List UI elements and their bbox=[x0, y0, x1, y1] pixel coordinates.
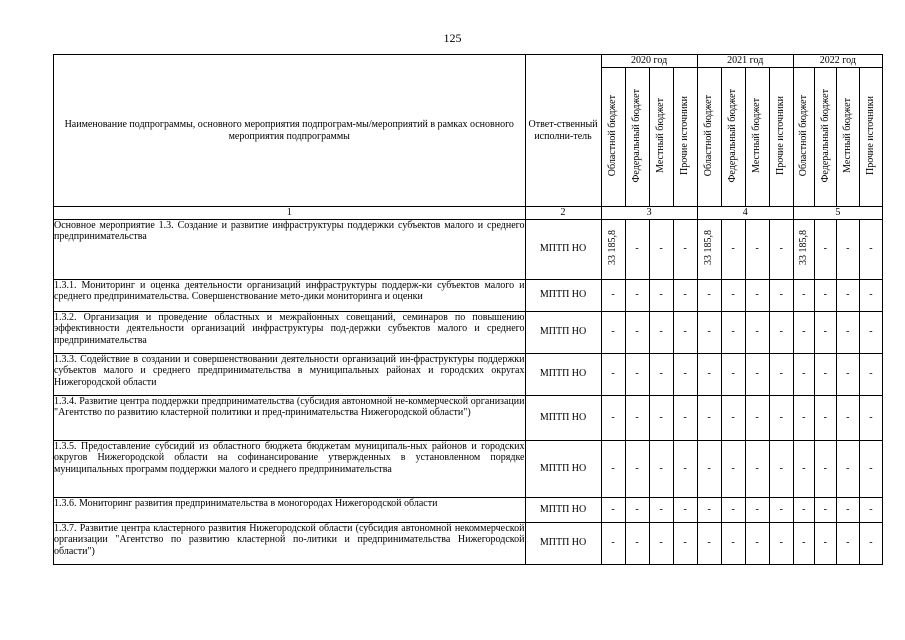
row-executor: МПТП НО bbox=[525, 279, 601, 311]
value-cell: - bbox=[625, 522, 649, 564]
value-cell: - bbox=[649, 311, 673, 353]
value-cell: - bbox=[859, 311, 882, 353]
column-number: 3 bbox=[601, 207, 697, 220]
value-cell: - bbox=[814, 353, 836, 395]
value-cell: - bbox=[649, 353, 673, 395]
value-cell: - bbox=[697, 311, 721, 353]
value-cell: - bbox=[601, 279, 625, 311]
column-number: 4 bbox=[697, 207, 793, 220]
value-cell: - bbox=[721, 219, 745, 279]
value-cell: - bbox=[836, 353, 859, 395]
value-cell: - bbox=[814, 497, 836, 522]
value-cell: - bbox=[745, 522, 769, 564]
row-executor: МПТП НО bbox=[525, 311, 601, 353]
header-source-local: Местный бюджет bbox=[649, 68, 673, 207]
table-row bbox=[54, 311, 883, 353]
row-name: 1.3.1. Мониторинг и оценка деятельности организаций инфраструктуры поддерж-ки субъектов малого и среднего предпринимательства. Совершенствование мето-дики мониторинга и оценки bbox=[54, 279, 526, 311]
table-row bbox=[54, 497, 883, 522]
value-cell: - bbox=[745, 440, 769, 497]
header-row-years bbox=[54, 55, 883, 68]
value-cell: - bbox=[649, 440, 673, 497]
row-executor: МПТП НО bbox=[525, 353, 601, 395]
column-number: 1 bbox=[54, 207, 526, 220]
value-cell: - bbox=[601, 497, 625, 522]
table-row bbox=[54, 522, 883, 564]
table-row bbox=[54, 395, 883, 440]
value-cell: - bbox=[697, 497, 721, 522]
value-cell: - bbox=[649, 219, 673, 279]
value-cell: - bbox=[601, 353, 625, 395]
value-cell: - bbox=[721, 279, 745, 311]
value-cell: - bbox=[814, 279, 836, 311]
header-source-regional: Областной бюджет bbox=[793, 68, 814, 207]
row-name: 1.3.3. Содействие в создании и совершенствовании деятельности организаций ин-фраструктуры поддержки субъектов малого и среднего предпринимательства в муниципальных районах и городских округах Нижегородской области bbox=[54, 353, 526, 395]
value-cell: - bbox=[859, 395, 882, 440]
value-cell: - bbox=[625, 497, 649, 522]
value-cell: - bbox=[836, 497, 859, 522]
row-executor: МПТП НО bbox=[525, 219, 601, 279]
value-cell: - bbox=[649, 497, 673, 522]
value-cell: - bbox=[793, 353, 814, 395]
value-cell: - bbox=[625, 353, 649, 395]
value-cell: - bbox=[673, 497, 697, 522]
header-source-other: Прочие источники bbox=[859, 68, 882, 207]
value-cell: - bbox=[769, 219, 793, 279]
column-number: 5 bbox=[793, 207, 882, 220]
header-source-federal: Федеральный бюджет bbox=[721, 68, 745, 207]
value-cell: - bbox=[814, 311, 836, 353]
value-cell: - bbox=[721, 497, 745, 522]
value-cell: 33 185,8 bbox=[697, 219, 721, 279]
value-cell: - bbox=[673, 279, 697, 311]
value-cell: - bbox=[625, 219, 649, 279]
value-cell: - bbox=[721, 522, 745, 564]
value-cell: - bbox=[625, 311, 649, 353]
value-cell: - bbox=[673, 395, 697, 440]
value-cell: - bbox=[836, 311, 859, 353]
value-cell: - bbox=[721, 440, 745, 497]
value-cell: - bbox=[745, 395, 769, 440]
value-cell: - bbox=[721, 353, 745, 395]
value-cell: - bbox=[745, 497, 769, 522]
value-cell: - bbox=[601, 395, 625, 440]
value-cell: - bbox=[673, 311, 697, 353]
header-source-federal: Федеральный бюджет bbox=[625, 68, 649, 207]
value-cell: - bbox=[625, 395, 649, 440]
value-cell: - bbox=[814, 440, 836, 497]
table-row bbox=[54, 353, 883, 395]
value-cell: - bbox=[745, 279, 769, 311]
value-cell: - bbox=[697, 440, 721, 497]
header-source-federal: Федеральный бюджет bbox=[814, 68, 836, 207]
header-source-regional: Областной бюджет bbox=[601, 68, 625, 207]
value-cell: - bbox=[859, 279, 882, 311]
page-number: 125 bbox=[443, 31, 462, 45]
value-cell: - bbox=[836, 522, 859, 564]
value-cell: - bbox=[859, 440, 882, 497]
header-source-other: Прочие источники bbox=[673, 68, 697, 207]
value-cell: - bbox=[601, 440, 625, 497]
value-cell: - bbox=[697, 395, 721, 440]
header-year-2020: 2020 год bbox=[601, 55, 697, 68]
value-cell: - bbox=[769, 353, 793, 395]
value-cell: - bbox=[649, 522, 673, 564]
header-source-local: Местный бюджет bbox=[745, 68, 769, 207]
table-row bbox=[54, 279, 883, 311]
table-row bbox=[54, 440, 883, 497]
value-cell: - bbox=[697, 353, 721, 395]
value-cell: - bbox=[769, 395, 793, 440]
row-executor: МПТП НО bbox=[525, 497, 601, 522]
value-cell: - bbox=[769, 497, 793, 522]
value-cell: - bbox=[859, 219, 882, 279]
value-cell: - bbox=[625, 440, 649, 497]
value-cell: - bbox=[601, 522, 625, 564]
budget-table bbox=[53, 54, 883, 565]
value-cell: - bbox=[793, 440, 814, 497]
header-row-column-numbers bbox=[54, 207, 883, 220]
value-cell: - bbox=[769, 522, 793, 564]
value-cell: - bbox=[836, 440, 859, 497]
value-cell: - bbox=[793, 395, 814, 440]
value-cell: - bbox=[814, 522, 836, 564]
value-cell: - bbox=[721, 311, 745, 353]
row-name: 1.3.5. Предоставление субсидий из областного бюджета бюджетам муниципаль-ных районов и городских округов Нижегородской области на софинансирование утвержденных в установленном порядке муниципальных программ поддержки малого и среднего предпринимательства bbox=[54, 440, 526, 497]
header-year-2022: 2022 год bbox=[793, 55, 882, 68]
value-cell: - bbox=[793, 279, 814, 311]
value-cell: - bbox=[769, 440, 793, 497]
header-name-column: Наименование подпрограммы, основного мероприятия подпрограм-мы/мероприятий в рамках основного мероприятия подпрограммы bbox=[54, 55, 526, 207]
value-cell: - bbox=[673, 353, 697, 395]
column-number: 2 bbox=[525, 207, 601, 220]
value-cell: - bbox=[814, 219, 836, 279]
value-cell: - bbox=[721, 395, 745, 440]
value-cell: - bbox=[745, 353, 769, 395]
row-executor: МПТП НО bbox=[525, 522, 601, 564]
header-source-regional: Областной бюджет bbox=[697, 68, 721, 207]
value-cell: - bbox=[793, 522, 814, 564]
row-name: 1.3.4. Развитие центра поддержки предпринимательства (субсидия автономной не-коммерческой организации "Агентство по развитию кластерной политики и пред-принимательства Нижегородской области") bbox=[54, 395, 526, 440]
value-cell: - bbox=[673, 440, 697, 497]
value-cell: - bbox=[836, 395, 859, 440]
value-cell: - bbox=[769, 311, 793, 353]
table-body bbox=[54, 219, 883, 564]
value-cell: - bbox=[673, 522, 697, 564]
value-cell: - bbox=[836, 279, 859, 311]
value-cell: - bbox=[793, 311, 814, 353]
value-cell: - bbox=[836, 219, 859, 279]
row-name: 1.3.7. Развитие центра кластерного развития Нижегородской области (субсидия автономной некоммерческой организации "Агентство по развитию кластерной по-литики и предпринимательства Нижегородской области") bbox=[54, 522, 526, 564]
value-cell: - bbox=[769, 279, 793, 311]
value-cell: - bbox=[859, 497, 882, 522]
value-cell: - bbox=[673, 219, 697, 279]
row-executor: МПТП НО bbox=[525, 440, 601, 497]
value-cell: - bbox=[745, 311, 769, 353]
row-executor: МПТП НО bbox=[525, 395, 601, 440]
value-cell: - bbox=[601, 311, 625, 353]
row-name: 1.3.2. Организация и проведение областных и межрайонных совещаний, семинаров по повышению эффективности деятельности организаций инфраструктуры под-держки субъектов малого и среднего предпринимательства bbox=[54, 311, 526, 353]
value-cell: - bbox=[697, 279, 721, 311]
value-cell: - bbox=[625, 279, 649, 311]
table-row bbox=[54, 219, 883, 279]
row-name: Основное мероприятие 1.3. Создание и развитие инфраструктуры поддержки субъектов малого и среднего предпринимательства bbox=[54, 219, 526, 279]
value-cell: - bbox=[697, 522, 721, 564]
value-cell: - bbox=[793, 497, 814, 522]
header-source-other: Прочие источники bbox=[769, 68, 793, 207]
value-cell: - bbox=[745, 219, 769, 279]
header-year-2021: 2021 год bbox=[697, 55, 793, 68]
value-cell: 33 185,8 bbox=[793, 219, 814, 279]
value-cell: - bbox=[859, 522, 882, 564]
value-cell: - bbox=[649, 395, 673, 440]
value-cell: 33 185,8 bbox=[601, 219, 625, 279]
row-name: 1.3.6. Мониторинг развития предпринимательства в моногородах Нижегородской области bbox=[54, 497, 526, 522]
value-cell: - bbox=[649, 279, 673, 311]
value-cell: - bbox=[814, 395, 836, 440]
header-source-local: Местный бюджет bbox=[836, 68, 859, 207]
header-executor-column: Ответ-ственный исполни-тель bbox=[525, 55, 601, 207]
value-cell: - bbox=[859, 353, 882, 395]
